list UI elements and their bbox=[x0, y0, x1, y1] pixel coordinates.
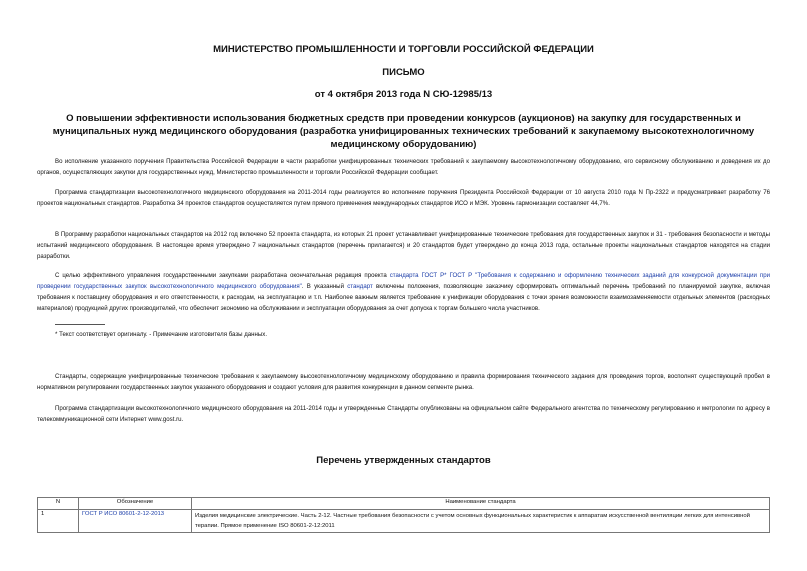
paragraph-4 bbox=[37, 270, 770, 314]
paragraph-5: Стандарты, содержащие унифицированные технические требования к закупаемому высокотехнологичному медицинскому оборудованию и правила формирования технического задания для проведения торгов, восполнят существующий пробел в нормативном регулировании государственных закупок указанного оборудования и создают условия для развития конкуренции в данном сегменте рынка. bbox=[37, 373, 770, 391]
paragraph-4-text-start: С целью эффективного управления государственными закупками разработана окончательная редакция проекта bbox=[55, 272, 390, 279]
standard-code-link[interactable]: ГОСТ Р ИСО 80601-2-12-2013 bbox=[79, 510, 192, 533]
standard-title: Изделия медицинские электрические. Часть 2-12. Частные требования безопасности с учетом основных функциональных характеристик к аппаратам искусственной вентиляции легких для интенсивной терапии. Прямое применение ISO 80601-2-12:2011 bbox=[192, 510, 770, 533]
footnote: * Текст соответствует оригиналу. - Примечание изготовителя базы данных. bbox=[55, 331, 268, 338]
column-header-number: N bbox=[38, 498, 79, 510]
paragraph-1: Во исполнение указанного поручения Правительства Российской Федерации в части разработки унифицированных технических требований к закупаемому высокотехнологичному оборудованию, его сервисному обслуживанию и доведения их до органов, осуществляющих закупки для государственных нужд, Министерство промышленности и торговли Российской Федерации сообщает. bbox=[37, 158, 770, 176]
table-header-row bbox=[38, 498, 770, 510]
document-subject: О повышении эффективности использования бюджетных средств при проведении конкурсов (аукционов) на закупку для государственных и муниципальных нужд медицинского оборудования (разработка унифицированных технических требований к закупаемому высокотехнологичному медицинскому оборудованию) bbox=[52, 113, 755, 150]
row-number: 1 bbox=[38, 510, 79, 533]
standards-list-heading: Перечень утвержденных стандартов bbox=[316, 455, 491, 466]
paragraph-4-text-end: включены положения, позволяющие заказчику сформировать оптимальный перечень требований по планируемой закупке, включая требования к поставщику оборудования и его ответственности, к расходам, на эксплуатацию и т.п. Наиболее важным является требование к унификации оборудования с точки зрения возможности взаимозаменяемости отдельных элементов (расходных материалов) продукцией других производителей, что обеспечит экономию на обслуживании и эксплуатации оборудования за счет допуска к торгам большего числа участников. bbox=[37, 283, 770, 312]
ministry-heading: МИНИСТЕРСТВО ПРОМЫШЛЕННОСТИ И ТОРГОВЛИ РОССИЙСКОЙ ФЕДЕРАЦИИ bbox=[213, 44, 594, 55]
gost-project-link[interactable]: стандарта ГОСТ Р* ГОСТ Р "Требования к содержанию и оформлению технических заданий для конкурсной документации при проведении государственных закупок высокотехнологичного медицинского оборудования" bbox=[37, 272, 771, 290]
paragraph-2: Программа стандартизации высокотехнологичного медицинского оборудования на 2011-2014 годы реализуется во исполнение поручения Президента Российской Федерации от 10 августа 2010 года N Пр-2322 и предусматривает разработку 76 проектов национальных стандартов. Разработка 34 проектов стандартов осуществляется путем прямого применения международных стандартов ИСО и МЭК. Уровень гармонизации составляет 44,7%. bbox=[37, 189, 770, 207]
footnote-divider bbox=[55, 324, 105, 325]
standard-link[interactable]: стандарт bbox=[347, 283, 373, 290]
document-type: ПИСЬМО bbox=[382, 67, 425, 78]
paragraph-6: Программа стандартизации высокотехнологичного медицинского оборудования на 2011-2014 годы и утвержденные Стандарты опубликованы на официальном сайте Федерального агентства по техническому регулированию и метрологии по адресу в телекоммуникационной сети Интернет www.gost.ru. bbox=[37, 405, 770, 423]
paragraph-3: В Программу разработки национальных стандартов на 2012 год включено 52 проекта стандарта, из которых 21 проект устанавливает унифицированные технические требования для государственных закупок и 31 - требования безопасности и методы испытаний медицинского оборудования. В настоящее время утверждено 7 национальных стандартов (перечень прилагается) и 20 стандартов будет утверждено до конца 2013 года, остальные проекты национальных стандартов находятся на стадии разработки. bbox=[37, 231, 770, 260]
table-row bbox=[38, 510, 770, 533]
paragraph-4-text-middle: . В указанный bbox=[301, 283, 348, 290]
column-header-designation: Обозначение bbox=[79, 498, 192, 510]
column-header-title: Наименование стандарта bbox=[192, 498, 770, 510]
standards-table bbox=[37, 497, 770, 533]
document-date-number: от 4 октября 2013 года N СЮ-12985/13 bbox=[314, 89, 493, 100]
